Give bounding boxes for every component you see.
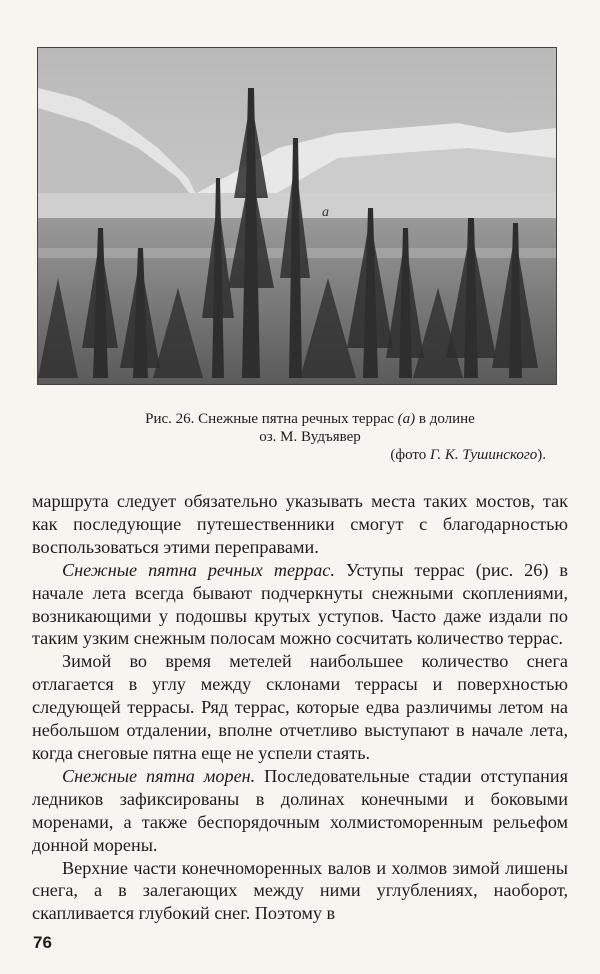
figure-caption bbox=[60, 410, 560, 464]
paragraph-5: Верхние части конечноморенных валов и холмов зимой лишены снега, а в залегающих между ними углублениях, наоборот, скапливается глубокий снег. Поэтому в bbox=[32, 857, 568, 924]
caption-prefix: Рис. 26. Снежные пятна речных террас bbox=[145, 411, 398, 427]
figure-photo bbox=[37, 47, 557, 385]
body-text bbox=[32, 490, 568, 925]
paragraph-4-text: Последовательные стадии отступания ледников зафиксированы в долинах конечными и боковыми моренами, а также беспорядочным холмистоморенным рельефом донной морены. bbox=[32, 765, 569, 855]
photo-marker: a bbox=[322, 205, 329, 220]
paragraph-2 bbox=[32, 559, 568, 651]
credit-suffix: ). bbox=[537, 447, 546, 463]
caption-line-1 bbox=[60, 410, 560, 428]
credit-name: Г. К. Тушинского bbox=[430, 447, 538, 463]
section-title-river-terraces: Снежные пятна речных террас. bbox=[62, 559, 335, 580]
paragraph-1: маршрута следует обязательно указывать места таких мостов, так как последующие путешественники смогут с благодарностью воспользоваться этими переправами. bbox=[32, 491, 568, 557]
section-title-moraines: Снежные пятна морен. bbox=[62, 765, 256, 786]
page-number: 76 bbox=[33, 933, 52, 952]
photo-credit bbox=[60, 446, 560, 464]
caption-marker: (а) bbox=[397, 411, 416, 427]
credit-prefix: (фото bbox=[390, 447, 431, 463]
paragraph-4 bbox=[32, 765, 568, 857]
landscape-photo bbox=[38, 48, 556, 384]
paragraph-2-text: Уступы террас (рис. 26) в начале лета всегда бывают подчеркнуты снежными скоплениями, возникающими у подошвы крутых уступов. Часто даже издали по таким узким снежным полосам можно сосчитать количество террас. bbox=[32, 559, 568, 649]
paragraph-3: Зимой во время метелей наибольшее количество снега отлагается в углу между склонами террасы и поверхностью следующей террасы. Ряд террас, которые едва различимы летом на небольшом отдалении, вполне отчетливо выступают в начале лета, когда снеговые пятна еще не успели стаять. bbox=[32, 651, 568, 763]
caption-line-2: оз. М. Вудъявер bbox=[259, 429, 361, 445]
caption-suffix: в долине bbox=[415, 411, 475, 427]
